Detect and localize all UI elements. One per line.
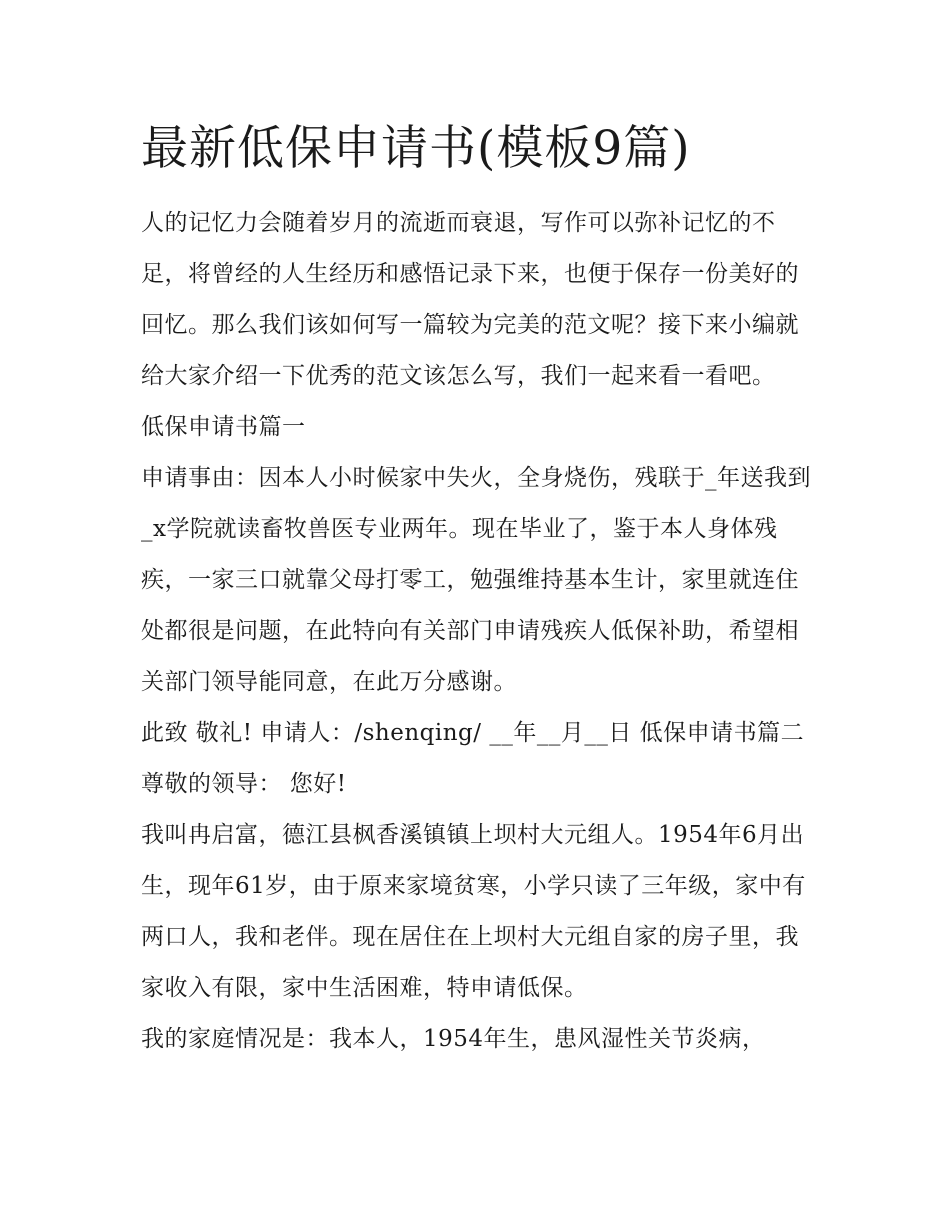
intro-paragraph: 人的记忆力会随着岁月的流逝而衰退，写作可以弥补记忆的不足，将曾经的人生经历和感悟记录下来，也便于保存一份美好的回忆。那么我们该如何写一篇较为完美的范文呢？接下来小编就给大家介绍一下优秀的范文该怎么写，我们一起来看一看吧。 [141, 210, 799, 389]
application-reason-paragraph: 申请事由：因本人小时候家中失火，全身烧伤，残联于_年送我到_x学院就读畜牧兽医专业两年。现在毕业了，鉴于本人身体残疾，一家三口就靠父母打零工，勉强维持基本生计，家里就连住处都很是问题，在此特向有关部门申请残疾人低保补助，希望相关部门领导能同意，在此万分感谢。 [141, 465, 811, 695]
closing-and-salutation-paragraph: 此致 敬礼! 申请人：/shenqing/ __年__月__日 低保申请书篇二 尊敬的领导： 您好! [141, 720, 805, 797]
applicant-introduction-paragraph: 我叫冉启富，德江县枫香溪镇镇上坝村大元组人。1954年6月出生，现年61岁，由于原来家境贫寒，小学只读了三年级，家中有两口人，我和老伴。现在居住在上坝村大元组自家的房子里，我家收入有限，家中生活困难，特申请低保。 [141, 822, 806, 1001]
document-body [141, 118, 813, 1065]
document-title: 最新低保申请书(模板9篇) [141, 121, 691, 176]
family-situation-paragraph: 我的家庭情况是：我本人，1954年生，患风湿性关节炎病， [141, 1026, 766, 1052]
section-heading-one: 低保申请书篇一 [141, 414, 306, 440]
